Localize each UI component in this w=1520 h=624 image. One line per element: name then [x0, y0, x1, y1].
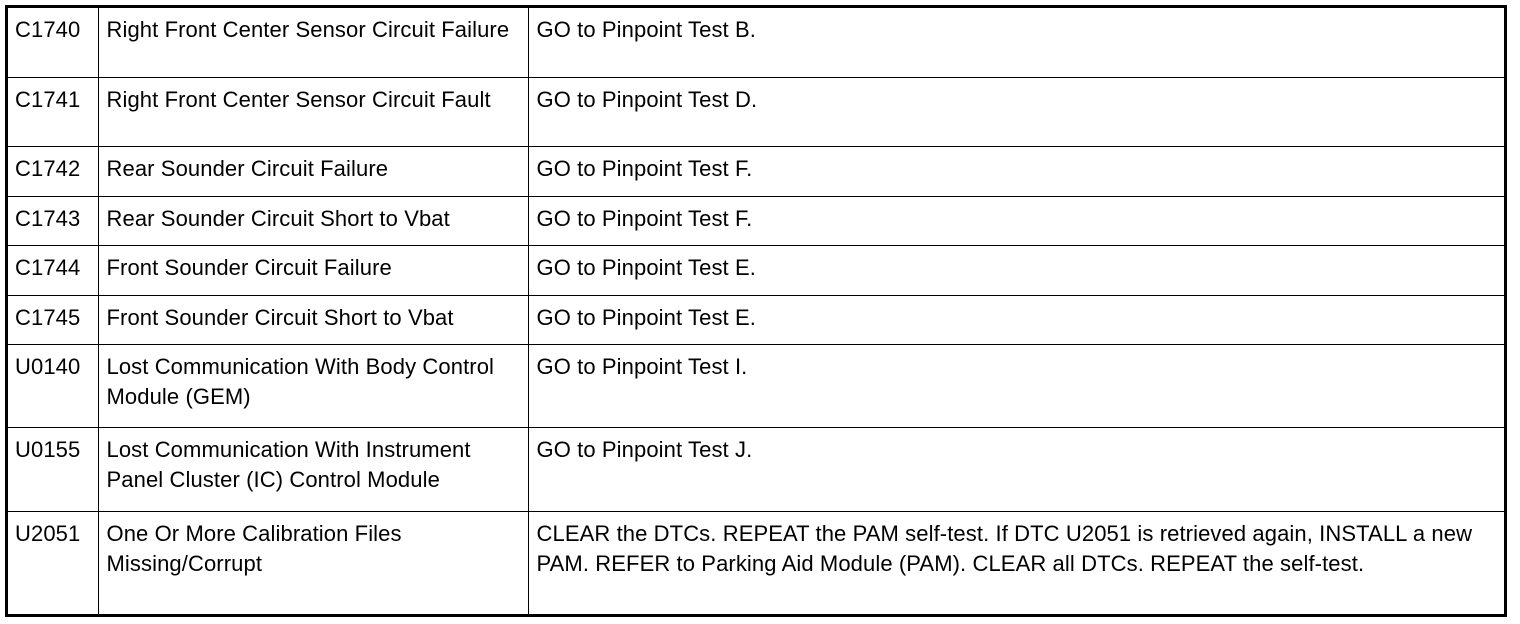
dtc-description-cell: Front Sounder Circuit Failure [98, 246, 528, 295]
dtc-action-cell: GO to Pinpoint Test E. [528, 246, 1504, 295]
dtc-description-cell: One Or More Calibration Files Missing/Corrupt [98, 511, 528, 614]
dtc-description-cell: Front Sounder Circuit Short to Vbat [98, 295, 528, 344]
table-row [8, 77, 1504, 147]
dtc-code-cell: C1742 [8, 147, 98, 196]
dtc-code-cell: C1744 [8, 246, 98, 295]
table-row [8, 511, 1504, 614]
dtc-code-cell: C1740 [8, 8, 98, 77]
dtc-action-cell: GO to Pinpoint Test F. [528, 196, 1504, 245]
dtc-code-cell: C1743 [8, 196, 98, 245]
dtc-table-container [5, 5, 1507, 617]
dtc-code-cell: U2051 [8, 511, 98, 614]
table-row [8, 8, 1504, 77]
dtc-code-cell: C1741 [8, 77, 98, 147]
dtc-table [8, 8, 1504, 614]
dtc-description-cell: Lost Communication With Instrument Panel Cluster (IC) Control Module [98, 428, 528, 511]
dtc-action-cell: GO to Pinpoint Test B. [528, 8, 1504, 77]
table-row [8, 345, 1504, 428]
table-row [8, 428, 1504, 511]
dtc-description-cell: Lost Communication With Body Control Module (GEM) [98, 345, 528, 428]
table-row [8, 295, 1504, 344]
dtc-description-cell: Right Front Center Sensor Circuit Failure [98, 8, 528, 77]
table-row [8, 147, 1504, 196]
dtc-action-cell: GO to Pinpoint Test F. [528, 147, 1504, 196]
dtc-action-cell: CLEAR the DTCs. REPEAT the PAM self-test. If DTC U2051 is retrieved again, INSTALL a new PAM. REFER to Parking Aid Module (PAM). CLEAR all DTCs. REPEAT the self-test. [528, 511, 1504, 614]
dtc-description-cell: Rear Sounder Circuit Failure [98, 147, 528, 196]
table-row [8, 246, 1504, 295]
dtc-code-cell: U0140 [8, 345, 98, 428]
dtc-description-cell: Rear Sounder Circuit Short to Vbat [98, 196, 528, 245]
dtc-action-cell: GO to Pinpoint Test J. [528, 428, 1504, 511]
dtc-action-cell: GO to Pinpoint Test I. [528, 345, 1504, 428]
dtc-action-cell: GO to Pinpoint Test E. [528, 295, 1504, 344]
table-row [8, 196, 1504, 245]
dtc-code-cell: U0155 [8, 428, 98, 511]
dtc-description-cell: Right Front Center Sensor Circuit Fault [98, 77, 528, 147]
dtc-action-cell: GO to Pinpoint Test D. [528, 77, 1504, 147]
dtc-code-cell: C1745 [8, 295, 98, 344]
